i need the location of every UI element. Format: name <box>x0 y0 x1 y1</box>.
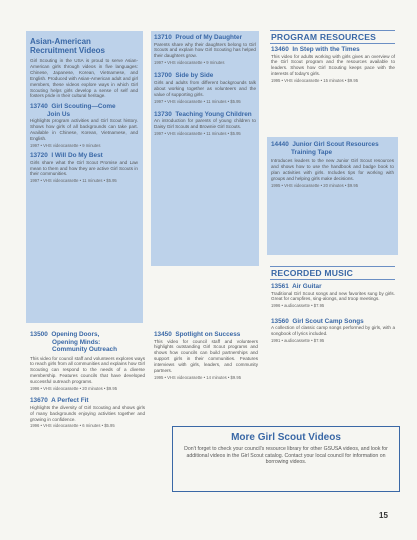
junior-resources-item <box>271 141 394 188</box>
item-footer: 1995 • VHS videocassette • 20 minutes • $9.95 <box>271 182 359 188</box>
item-footer: 1997 • VHS videocassette • 9 minutes <box>30 142 101 148</box>
item-body: This video for council staff and volunteers highlights outstanding Girl Scout programs and shows how councils can build partnerships and support girls in their communities. Features interviews with girls, leaders, and community partners. <box>154 338 258 374</box>
section-title-line2: Recruitment Videos <box>30 46 105 55</box>
item-title-line2: Opening Minds: <box>52 338 101 346</box>
section-title: Asian-American <box>30 37 91 46</box>
list-item <box>30 331 145 391</box>
item-body: This video for council staff and volunteers explores ways to reach girls from all communities and explains how Girl Scouting can respond to the needs of a diverse membership. Features councils that have developed successful outreach programs. <box>30 355 145 385</box>
item-title-line3: Community Outreach <box>52 346 117 353</box>
item-body: This video for adults working with girls gives an overview of the Girl Scout program and the resources available to leaders. Shows how Girl Scouting keeps pace with the interests of today's girls. <box>271 53 395 77</box>
item-code: 13730 <box>154 110 172 118</box>
page-number: 15 <box>379 511 388 520</box>
recorded-music-heading: RECORDED MUSIC <box>271 268 354 278</box>
divider <box>270 30 395 31</box>
asian-american-videos-section <box>30 37 138 184</box>
item-footer: 1997 • VHS videocassette • 11 minutes • $5.95 <box>154 131 241 137</box>
item-title-line2: Join Us <box>47 110 71 118</box>
item-title: Proud of My Daughter <box>175 34 243 41</box>
item-code: 13740 <box>30 103 48 111</box>
item-title: Side by Side <box>175 72 214 80</box>
list-item <box>154 34 256 65</box>
item-body: Parents share why their daughters belong to Girl Scouts and explain how Girl Scouting has helped their daughters grow. <box>154 41 256 59</box>
item-code: 13561 <box>271 283 289 290</box>
item-body: An introduction for parents of young children to Daisy Girl Scouts and Brownie Girl Scouts. <box>154 118 256 130</box>
item-body: Highlights program activities and Girl Scout history. Shows how girls of all backgrounds can take part. Available in Chinese, Korean, Vietnamese, and English. <box>30 118 138 142</box>
item-footer: 1996 • audiocassette • $7.95 <box>271 303 325 309</box>
item-title: A Perfect Fit <box>51 397 89 405</box>
item-code: 13710 <box>154 34 172 41</box>
banner-title: More Girl Scout Videos <box>231 432 341 443</box>
banner-body: Don't forget to check your council's resource library for other GSUSA videos, and look for additional videos in the Girl Scout catalog. Contact your local council for information on borrowing videos. <box>184 446 388 466</box>
item-code: 13500 <box>30 331 48 338</box>
divider <box>270 266 395 267</box>
item-code: 13720 <box>30 152 48 160</box>
item-code: 13670 <box>30 397 48 405</box>
program-resources-section <box>271 46 395 83</box>
list-item <box>30 152 138 183</box>
item-footer: 1991 • audiocassette • $7.95 <box>271 337 325 343</box>
item-title: Girl Scouting—Come <box>51 103 116 111</box>
list-item <box>271 318 395 344</box>
list-item <box>154 111 256 137</box>
lower-left-section <box>30 331 145 429</box>
item-code: 14440 <box>271 141 289 148</box>
item-code: 13460 <box>271 46 289 53</box>
recorded-music-section <box>271 283 395 343</box>
item-body: Introduces leaders to the new Junior Girl Scout resources and shows how to use the handbook and badge book to plan activities with girls. Includes tips for working with groups and helping girls make decisions. <box>271 158 394 181</box>
item-body: Girls and adults from different backgrounds talk about working together as volunteers and the value of supporting girls. <box>154 79 256 97</box>
item-title: I Will Do My Best <box>51 152 103 160</box>
item-code: 13700 <box>154 72 172 80</box>
item-code: 13450 <box>154 331 172 338</box>
more-videos-banner <box>172 426 400 492</box>
item-title: Junior Girl Scout Resources <box>292 141 379 148</box>
list-item <box>30 397 145 428</box>
middle-videos-section <box>154 34 256 136</box>
item-body: Traditional Girl Scout songs and new favorites sung by girls. Great for campfires, sing-alongs, and troop meetings. <box>271 290 395 302</box>
item-title: In Step with the Times <box>292 46 360 53</box>
item-footer: 1995 • VHS videocassette • 14 minutes • $9.95 <box>154 374 242 380</box>
item-title-line2: Training Tape <box>291 148 333 156</box>
item-footer: 1996 • VHS videocassette • 6 minutes • $5.95 <box>30 423 115 429</box>
item-body: A collection of classic camp songs performed by girls, with a songbook of lyrics included. <box>271 325 395 336</box>
divider <box>270 279 395 280</box>
item-footer: 1995 • VHS videocassette • 15 minutes • $9.95 <box>271 78 359 84</box>
list-item <box>154 72 256 103</box>
section-intro: Girl Scouting in the USA is proud to serve Asian-American girls through videos in five languages: Chinese, Japanese, Korean, Vietnamese, and English. Produced with Asian-American adult and girl members, these videos explore ways in which Girl Scouting helps girls develop a sense of self and fosters pride in their cultural heritage. <box>30 58 138 99</box>
lower-mid-section <box>154 331 258 380</box>
item-title: Girl Scout Camp Songs <box>292 317 364 325</box>
item-footer: 1997 • VHS videocassette • 11 minutes • $5.95 <box>30 178 117 184</box>
item-body: Girls share what the Girl Scout Promise and Law mean to them and how they are active Girl Scouts in their communities. <box>30 159 138 177</box>
item-footer: 1997 • VHS videocassette • 11 minutes • $5.95 <box>154 98 241 104</box>
item-footer: 1996 • VHS videocassette • 20 minutes • $9.95 <box>30 386 118 392</box>
item-body: Highlights the diversity of Girl Scouting and shows girls of many backgrounds enjoying activities together and growing in confidence. <box>30 404 145 422</box>
list-item <box>271 283 395 309</box>
item-title: Air Guitar <box>292 283 322 290</box>
list-item <box>271 46 395 83</box>
item-footer: 1997 • VHS videocassette • 9 minutes <box>154 60 225 66</box>
item-code: 13560 <box>271 317 289 325</box>
item-title: Opening Doors, <box>51 331 100 338</box>
item-title: Teaching Young Children <box>175 110 252 118</box>
list-item <box>30 103 138 148</box>
divider <box>270 43 395 44</box>
program-resources-heading: PROGRAM RESOURCES <box>271 32 377 42</box>
item-title: Spotlight on Success <box>175 331 241 338</box>
